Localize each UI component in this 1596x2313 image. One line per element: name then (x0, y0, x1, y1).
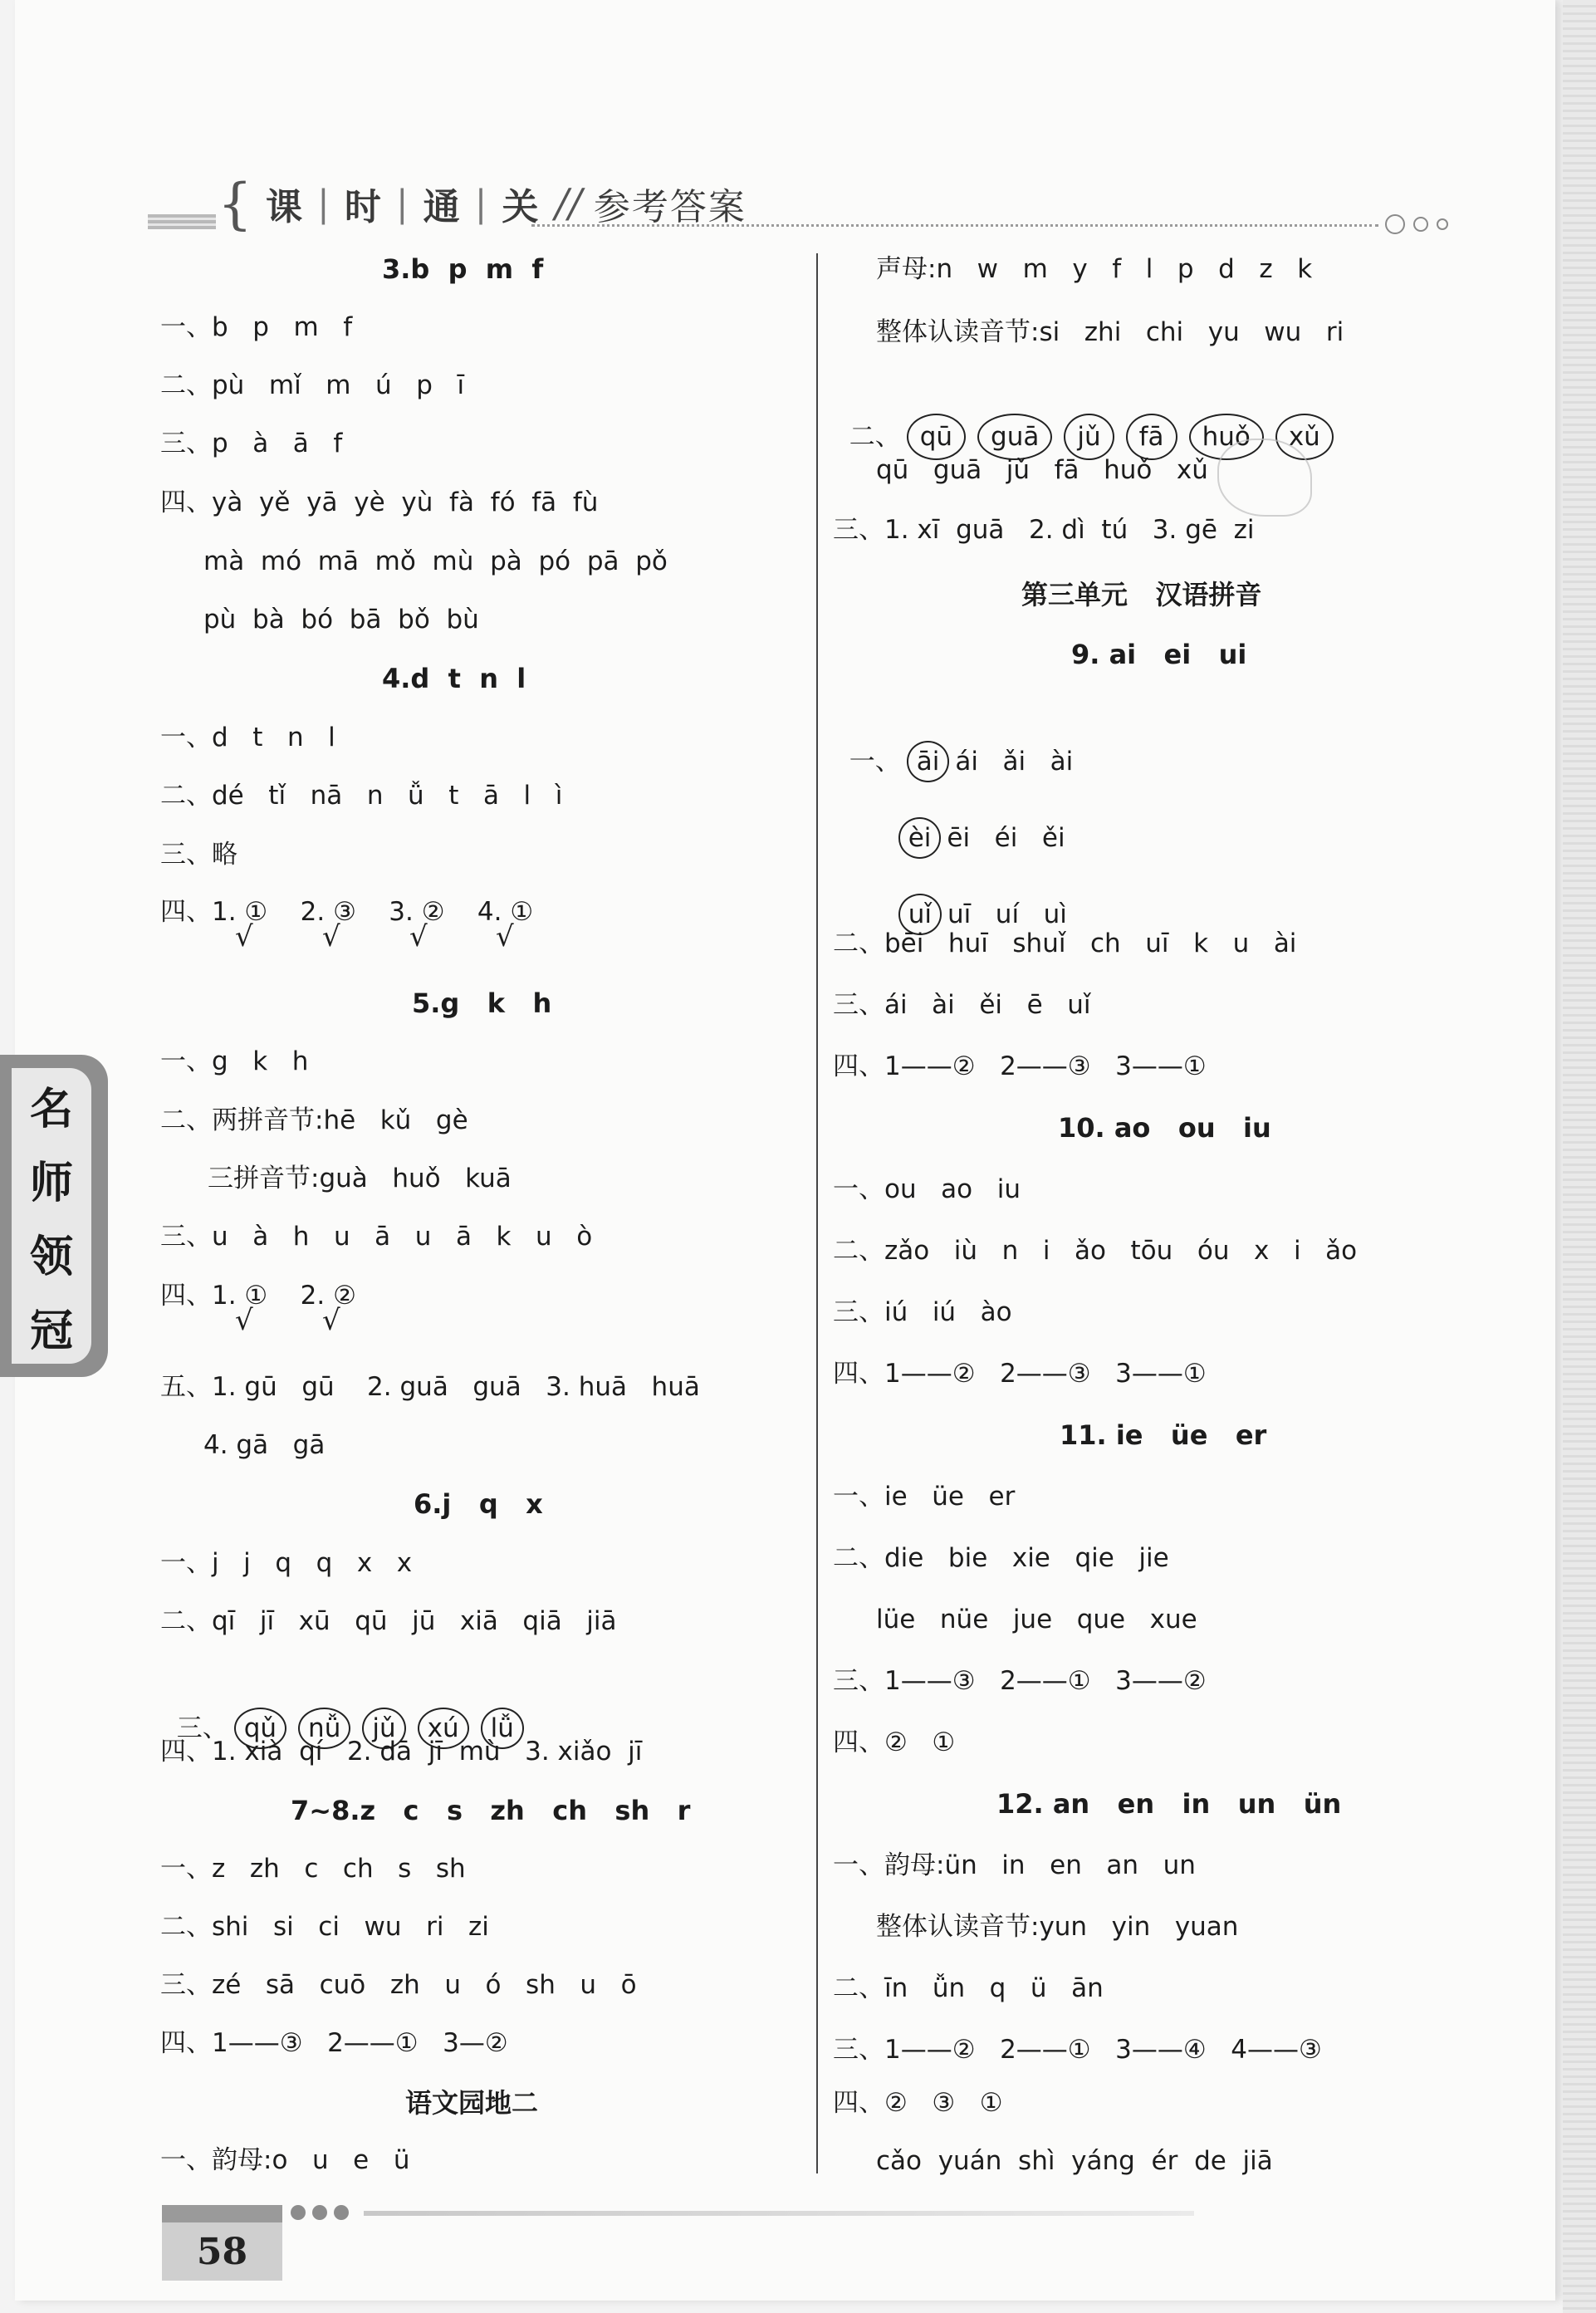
answer-line (833, 708, 1073, 782)
section-heading: 5.g k h (412, 987, 552, 1019)
answer-line: 四、yà yě yā yè yù fà fó fā fù (160, 488, 599, 517)
header-brace: { (218, 171, 252, 236)
answer-line: 一、韵母:o u e ü (160, 2145, 410, 2175)
torn-page-edge (1563, 0, 1596, 2313)
header-circles (1385, 214, 1448, 234)
circled-syllable: fā (1126, 414, 1177, 460)
answer-text: ēi éi ěi (947, 823, 1065, 853)
unit-heading: 第三单元 汉语拼音 (1021, 579, 1262, 610)
circled-syllable: āi (907, 741, 950, 782)
header-separator: | (474, 182, 487, 225)
item-label: 二、 (849, 422, 901, 452)
answer-line (876, 860, 1067, 935)
tick-mark: √ (409, 920, 428, 953)
answer-line: 四、② ① (833, 1727, 956, 1757)
circled-syllable: jǔ (1064, 414, 1114, 460)
footer-rule (364, 2211, 1194, 2216)
circle-icon (1413, 217, 1428, 232)
header-char: 时 (344, 186, 381, 228)
answer-line: 一、j j q q x x (160, 1548, 413, 1578)
section-heading: 9. ai ei ui (1071, 639, 1247, 670)
column-divider (816, 253, 818, 2173)
answer-line (876, 784, 1065, 859)
section-heading: 4.d t n l (382, 663, 526, 694)
answer-line: 三拼音节:guà huǒ kuā (208, 1164, 512, 1193)
answer-line: 三、ái ài ěi ē uǐ (833, 990, 1091, 1020)
answer-line: 四、② ③ ① (833, 2088, 1003, 2118)
answer-line: lüe nüe jue que xue (876, 1605, 1197, 1634)
header-char: 关 (502, 186, 539, 228)
answer-line: 整体认读音节:yun yin yuan (876, 1912, 1239, 1942)
answer-line: 五、1. gū gū 2. guā guā 3. huā huā (160, 1372, 700, 1402)
answer-line: 二、dé tǐ nā n ǚ t ā l ì (160, 781, 563, 811)
section-heading: 7~8.z c s zh ch sh r (291, 1795, 691, 1826)
header-subtitle: 参考答案 (593, 186, 747, 228)
section-heading: 3.b p m f (382, 253, 544, 285)
circled-syllable: huǒ (1189, 414, 1264, 460)
dot-icon (334, 2205, 349, 2220)
answer-line: 四、1——② 2——③ 3——① (833, 1359, 1207, 1389)
answer-line: 二、pù mǐ m ú p ī (160, 370, 465, 400)
answer-line: 声母:n w m y f l p d z k (876, 254, 1313, 284)
circle-icon (1437, 218, 1448, 230)
answer-line: 三、1——③ 2——① 3——② (833, 1666, 1207, 1696)
tick-mark: √ (235, 1304, 253, 1337)
answer-line: 三、zé sā cuō zh u ó sh u ō (160, 1970, 637, 2000)
header-separator: | (395, 182, 409, 225)
answer-line: 二、qī jī xū qū jū xiā qiā jiā (160, 1606, 617, 1636)
circled-syllable: guā (977, 414, 1052, 460)
answer-line: 四、1. ① 2. ③ 3. ② 4. ① (160, 897, 534, 927)
circle-icon (1385, 214, 1405, 234)
answer-line: 三、iú iú ào (833, 1297, 1012, 1327)
answer-line: 三、略 (160, 840, 237, 870)
answer-line: 4. gā gā (203, 1430, 326, 1460)
section-heading: 6.j q x (414, 1488, 543, 1520)
side-tab-char: 领 (29, 1232, 73, 1282)
tick-mark: √ (322, 920, 340, 953)
answer-line: 四、1——② 2——③ 3——① (833, 1051, 1207, 1081)
header-char: 课 (266, 186, 302, 228)
answer-text: ái ǎi ài (955, 747, 1074, 777)
circled-syllable: lǚ (481, 1708, 524, 1749)
footer-bar (162, 2205, 282, 2223)
answer-line: 二、shi si ci wu ri zi (160, 1912, 489, 1942)
section-heading: 12. an en in un ün (996, 1788, 1342, 1820)
answer-line: 一、g k h (160, 1046, 309, 1076)
circled-syllable: xǔ (1275, 414, 1334, 460)
side-tab-char: 师 (29, 1158, 73, 1208)
dot-icon (312, 2205, 327, 2220)
answer-line: 二、zǎo iù n i ǎo tōu óu x i ǎo (833, 1236, 1358, 1266)
answer-line: pù bà bó bā bǒ bù (203, 605, 479, 635)
section-heading: 语文园地二 (405, 2087, 539, 2119)
circled-syllable: jǔ (362, 1708, 405, 1749)
circled-syllable: qǔ (234, 1708, 286, 1749)
page-number: 58 (162, 2222, 282, 2281)
circled-syllable: xú (418, 1708, 469, 1749)
answer-line: 三、1——② 2——① 3——④ 4——③ (833, 2035, 1322, 2065)
answer-line: 一、ie üe er (833, 1482, 1016, 1512)
answer-line: 一、韵母:ün in en an un (833, 1850, 1196, 1880)
side-tab-char: 名 (29, 1084, 73, 1134)
answer-line: 四、1——③ 2——① 3—② (160, 2028, 508, 2058)
answer-line: 二、两拼音节:hē kǔ gè (160, 1105, 468, 1135)
answer-line: mà mó mā mǒ mù pà pó pā pǒ (203, 546, 668, 576)
answer-line: 整体认读音节:si zhi chi yu wu ri (876, 317, 1344, 347)
header-dotted-rule (531, 224, 1378, 227)
circled-syllable: uǐ (898, 894, 942, 935)
footer-dots (291, 2205, 349, 2220)
answer-line: 一、ou ao iu (833, 1174, 1021, 1204)
header-bar (148, 214, 216, 229)
tick-mark: √ (235, 920, 253, 953)
answer-line: 四、1. xià qí 2. dā jī mù 3. xiǎo jī (160, 1737, 643, 1767)
header-char: 通 (423, 186, 460, 228)
answer-line: 三、u à h u ā u ā k u ò (160, 1222, 593, 1252)
item-label: 三、 (176, 1713, 228, 1743)
item-label: 一、 (849, 747, 901, 777)
side-tab-text (12, 1068, 91, 1364)
answer-line: 二、īn ǚn q ü ān (833, 1973, 1104, 2003)
side-tab-char: 冠 (29, 1306, 73, 1356)
circled-syllable: qū (907, 414, 966, 460)
section-heading: 11. ie üe er (1060, 1419, 1267, 1451)
circled-syllable: èi (898, 817, 942, 859)
answer-line: qū guā jǔ fā huǒ xǔ (876, 455, 1208, 485)
answer-line: 二、bēi huī shuǐ ch uī k u ài (833, 929, 1297, 958)
answer-line: 三、p à ā f (160, 429, 343, 458)
dot-icon (291, 2205, 306, 2220)
answer-line: 一、z zh c ch s sh (160, 1854, 466, 1884)
header-separator: | (317, 182, 330, 225)
answer-line: cǎo yuán shì yáng ér de jiā (876, 2146, 1273, 2176)
answer-line: 四、1. ① 2. ② (160, 1281, 356, 1311)
watermark-stamp (1217, 439, 1312, 517)
tick-mark: √ (496, 920, 514, 953)
answer-line: 二、die bie xie qie jie (833, 1543, 1169, 1573)
answer-line: 三、1. xī guā 2. dì tú 3. gē zi (833, 515, 1255, 545)
side-tab (0, 1055, 108, 1377)
section-heading: 10. ao ou iu (1058, 1112, 1271, 1144)
circled-syllable: nǚ (298, 1708, 350, 1749)
answer-line: 一、b p m f (160, 312, 353, 342)
answer-text: uī uí uì (947, 899, 1067, 929)
answer-line: 一、d t n l (160, 723, 335, 752)
header-double-slash: // (555, 180, 582, 227)
tick-mark: √ (322, 1304, 340, 1337)
